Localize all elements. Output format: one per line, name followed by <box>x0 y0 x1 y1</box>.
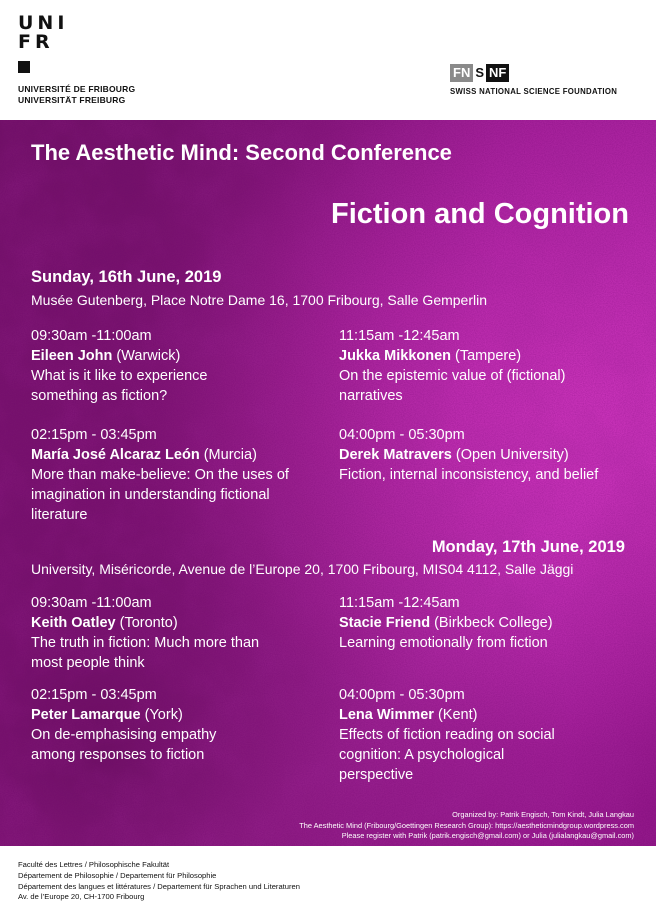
day1-heading: Sunday, 16th June, 2019 <box>31 268 222 286</box>
snsf-logo-mark <box>450 64 630 82</box>
logo-square-icon <box>18 61 30 73</box>
snsf-logo-nf: NF <box>486 64 509 82</box>
session-card <box>31 593 331 673</box>
session-talk-title: What is it like to experience something as fiction? <box>31 368 208 404</box>
session-card <box>339 326 639 406</box>
session-talk-title: The truth in fiction: Much more than most people think <box>31 635 260 671</box>
snsf-logo-fn: FN <box>450 64 473 82</box>
session-time: 11:15am -12:45am <box>339 328 460 344</box>
university-name-fr: UNIVERSITÉ DE FRIBOURG <box>18 84 136 94</box>
session-speaker: Eileen John <box>31 348 113 364</box>
session-affiliation: (Kent) <box>433 707 478 723</box>
organizers-info <box>299 810 634 842</box>
session-speaker: Keith Oatley <box>31 615 116 631</box>
session-card <box>31 425 331 525</box>
snsf-logo <box>450 64 630 96</box>
day1-venue: Musée Gutenberg, Place Notre Dame 16, 1700 Fribourg, Salle Gemperlin <box>31 292 488 308</box>
unifr-logo-letters <box>18 14 68 52</box>
session-speaker: María José Alcaraz León <box>31 447 200 463</box>
footer-line: Av. de l’Europe 20, CH-1700 Fribourg <box>18 892 145 902</box>
session-talk-title: On the epistemic value of (fictional) narratives <box>339 368 566 404</box>
snsf-name: SWISS NATIONAL SCIENCE FOUNDATION <box>450 87 618 96</box>
session-time: 02:15pm - 03:45pm <box>31 687 157 703</box>
session-time: 09:30am -11:00am <box>31 595 152 611</box>
page-header <box>0 0 656 120</box>
footer-line: Département des langues et littératures / Departement für Sprachen und Literaturen <box>18 881 300 891</box>
logo-letters-line2: FR <box>18 31 54 53</box>
session-affiliation: (Murcia) <box>199 447 257 463</box>
session-speaker: Stacie Friend <box>339 615 431 631</box>
footer-line: Faculté des Lettres / Philosophische Fakultät <box>18 860 170 869</box>
session-talk-title: Fiction, internal inconsistency, and belief <box>339 467 599 483</box>
session-card <box>339 593 639 653</box>
session-talk-title: More than make-believe: On the uses of imagination in understanding fictional literature <box>31 467 289 523</box>
session-affiliation: (Birkbeck College) <box>430 615 553 631</box>
session-affiliation: (Toronto) <box>115 615 178 631</box>
conference-title: The Aesthetic Mind: Second Conference <box>31 140 452 165</box>
session-card <box>339 685 639 785</box>
page-footer <box>18 860 300 903</box>
session-talk-title: Effects of fiction reading on social cognition: A psychological perspective <box>339 727 555 783</box>
session-card <box>31 326 331 406</box>
session-affiliation: (Open University) <box>451 447 569 463</box>
university-name <box>18 84 158 106</box>
session-speaker: Derek Matravers <box>339 447 452 463</box>
snsf-logo-s: S <box>475 65 485 80</box>
research-group-link[interactable]: The Aesthetic Mind (Fribourg/Goettingen Research Group): https://aestheticmindgroup.wordpress.com <box>299 820 634 830</box>
university-name-de: UNIVERSITÄT FREIBURG <box>18 95 126 105</box>
session-affiliation: (Tampere) <box>451 348 522 364</box>
session-time: 11:15am -12:45am <box>339 595 460 611</box>
session-time: 04:00pm - 05:30pm <box>339 687 465 703</box>
poster-panel <box>0 120 656 846</box>
session-time: 09:30am -11:00am <box>31 328 152 344</box>
session-affiliation: (Warwick) <box>112 348 181 364</box>
session-time: 02:15pm - 03:45pm <box>31 427 157 443</box>
session-speaker: Lena Wimmer <box>339 707 434 723</box>
session-speaker: Peter Lamarque <box>31 707 141 723</box>
day2-venue: University, Miséricorde, Avenue de l’Europe 20, 1700 Fribourg, MIS04 4112, Salle Jäggi <box>31 561 574 577</box>
logo-letters-line1: UNI <box>18 12 69 34</box>
session-card <box>31 685 331 765</box>
organizers-line: Organized by: Patrik Engisch, Tom Kindt, Julia Langkau <box>452 810 634 819</box>
session-talk-title: On de-emphasising empathy among responses to fiction <box>31 727 217 763</box>
footer-line: Département de Philosophie / Departement für Philosophie <box>18 870 217 880</box>
session-speaker: Jukka Mikkonen <box>339 348 452 364</box>
session-card <box>339 425 639 485</box>
session-time: 04:00pm - 05:30pm <box>339 427 465 443</box>
session-affiliation: (York) <box>140 707 183 723</box>
main-title: Fiction and Cognition <box>330 198 629 230</box>
session-talk-title: Learning emotionally from fiction <box>339 635 548 651</box>
unifr-logo-mark <box>18 12 69 76</box>
day2-heading: Monday, 17th June, 2019 <box>431 538 625 556</box>
unifr-logo <box>18 14 158 106</box>
registration-info[interactable]: Please register with Patrik (patrik.engisch@gmail.com) or Julia (julialangkau@gmail.com) <box>341 831 634 840</box>
